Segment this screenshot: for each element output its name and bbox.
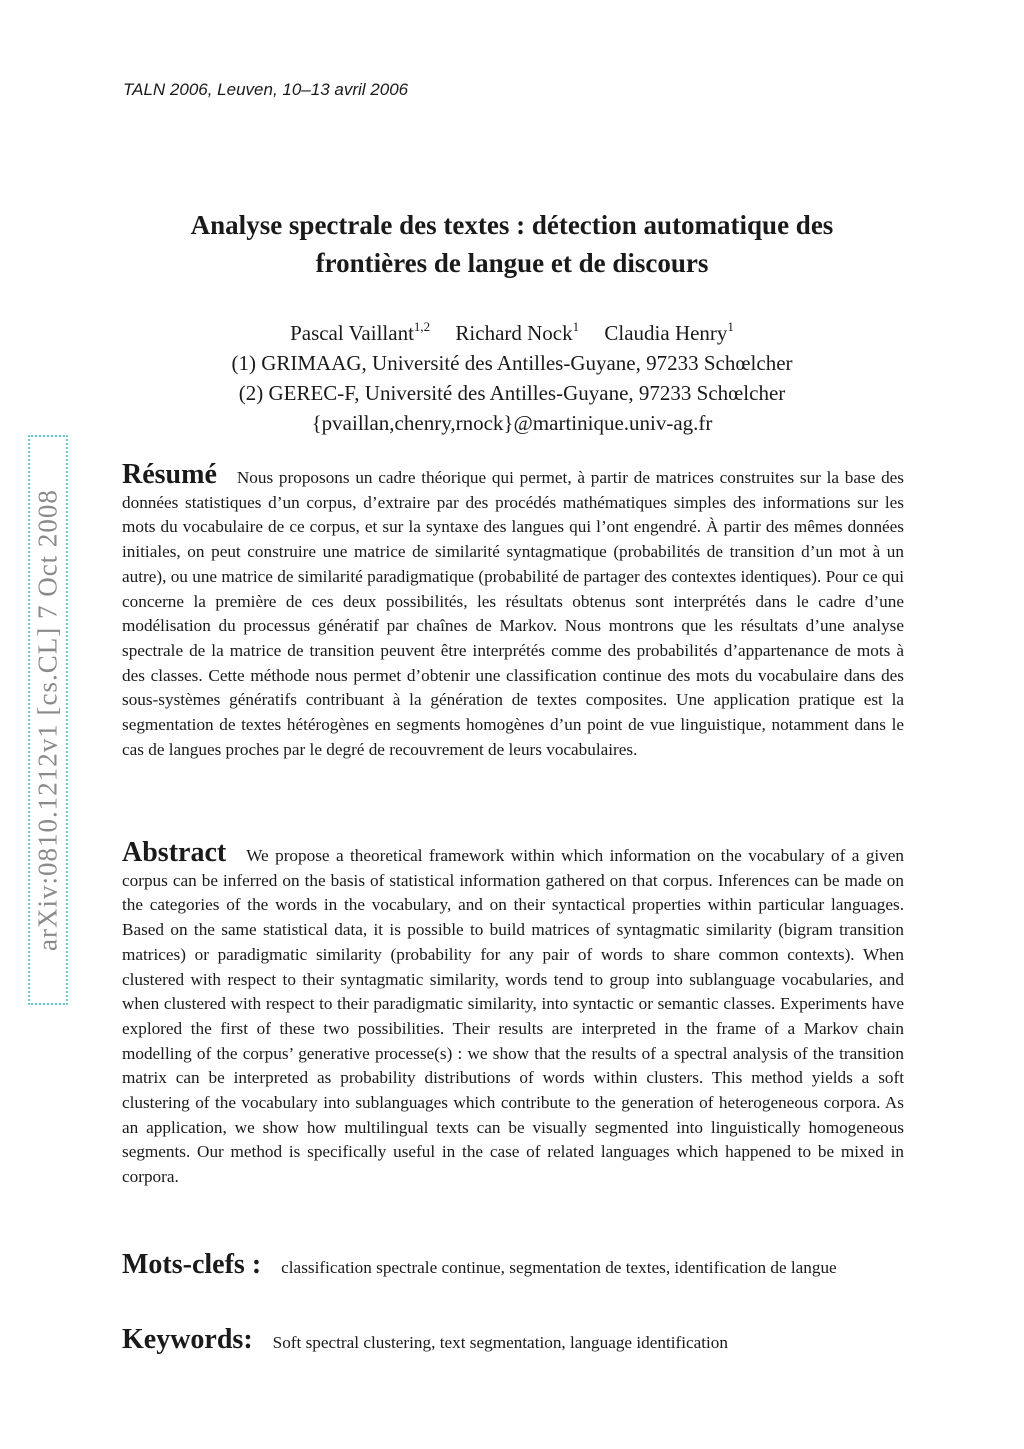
title-line-2: frontières de langue et de discours (315, 248, 709, 278)
keywords-section (122, 1324, 904, 1356)
author-block (120, 318, 904, 438)
motsclefs-text: classification spectrale continue, segmentation de textes, identification de langue (281, 1258, 837, 1277)
author-name: Pascal Vaillant (290, 321, 414, 345)
motsclefs-heading: Mots-clefs : (122, 1249, 262, 1280)
author-name: Claudia Henry (604, 321, 728, 345)
arxiv-stamp: arXiv:0810.1212v1 [cs.CL] 7 Oct 2008 (28, 435, 68, 1005)
abstract-section (122, 837, 904, 1190)
abstract-heading: Abstract (122, 837, 227, 868)
resume-section (122, 459, 904, 762)
title-line-1: Analyse spectrale des textes : détection automatique des (190, 210, 834, 240)
paper-title (120, 206, 904, 282)
author-affiliation-mark: 1 (727, 319, 734, 334)
affiliation-2: (2) GEREC-F, Université des Antilles-Guyane, 97233 Schœlcher (238, 381, 786, 405)
author-name: Richard Nock (455, 321, 573, 345)
author-list (120, 318, 904, 348)
motsclefs-section (122, 1249, 904, 1281)
author-emails: {pvaillan,chenry,rnock}@martinique.univ-ag.fr (311, 411, 713, 435)
resume-heading: Résumé (122, 459, 217, 490)
running-header: TALN 2006, Leuven, 10–13 avril 2006 (123, 80, 409, 99)
abstract-text: We propose a theoretical framework within which information on the vocabulary of a given corpus can be inferred on the basis of statistical information gathered on that corpus. Inferences can be made on the categories of the words in the vocabulary, and on their syntactical properties within particular languages. Based on the same statistical data, it is possible to build matrices of syntagmatic similarity (bigram transition matrices) or paradigmatic similarity (probability for any pair of words to share common contexts). When clustered with respect to their syntagmatic similarity, words tend to group into sublanguage vocabularies, and when clustered with respect to their paradigmatic similarity, into syntactic or semantic classes. Experiments have explored the first of these two possibilities. Their results are interpreted in the frame of a Markov chain modelling of the corpus’ generative processe(s) : we show that the results of a spectral analysis of the transition matrix can be interpreted as probability distributions of words within clusters. This method yields a soft clustering of the vocabulary into sublanguages which contribute to the generation of heterogeneous corpora. As an application, we show how multilingual texts can be visually segmented into linguistically homogeneous segments. Our method is specifically useful in the case of related languages which happened to be mixed in corpora. (122, 846, 904, 1187)
affiliation-1: (1) GRIMAAG, Université des Antilles-Guyane, 97233 Schœlcher (231, 351, 793, 375)
keywords-heading: Keywords: (122, 1324, 253, 1355)
keywords-text: Soft spectral clustering, text segmentation, language identification (272, 1333, 728, 1352)
author-affiliation-mark: 1,2 (413, 319, 431, 334)
author-affiliation-mark: 1 (572, 319, 580, 334)
resume-text: Nous proposons un cadre théorique qui permet, à partir de matrices construites sur la base des données statistiques d’un corpus, d’extraire par des procédés mathématiques simples des informations sur les mots du vocabulaire de ce corpus, et sur la syntaxe des langues qui l’ont engendré. À partir des mêmes données initiales, on peut construire une matrice de similarité syntagmatique (probabilités de transition d’un mot à un autre), ou une matrice de similarité paradigmatique (probabilité de partager des contextes identiques). Pour ce qui concerne la première de ces deux possibilités, les résultats obtenus sont interprétés dans le cadre d’une modélisation du processus génératif par chaînes de Markov. Nous montrons que les résultats d’une analyse spectrale de la matrice de transition peuvent être interprétés comme des probabilités d’appartenance de mots à des classes. Cette méthode nous permet d’obtenir une classification continue des mots du vocabulaire dans des sous-systèmes génératifs contribuant à la génération de textes composites. Une application pratique est la segmentation de textes hétérogènes en segments homogènes d’un point de vue linguistique, notamment dans le cas de langues proches par le degré de recouvrement de leurs vocabulaires. (122, 468, 904, 759)
